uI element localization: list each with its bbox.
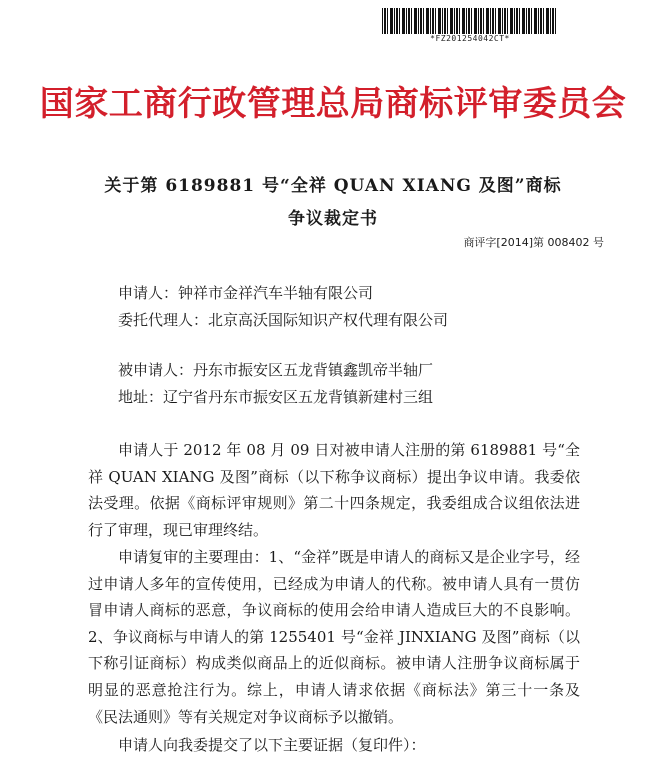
applicant-line: 申请人：钟祥市金祥汽车半轴有限公司 <box>118 284 374 302</box>
agent-line: 委托代理人：北京高沃国际知识产权代理有限公司 <box>118 311 449 329</box>
document-subtitle: 争议裁定书 <box>288 209 378 229</box>
document-title: 关于第 6189881 号“全祥 QUAN XIANG 及图”商标 <box>104 176 562 196</box>
paragraph-evidence: 申请人向我委提交了以下主要证据（复印件）： <box>118 736 426 754</box>
respondent-line: 被申请人：丹东市振安区五龙背镇鑫凯帝半轴厂 <box>118 361 434 379</box>
paragraph-intro: 申请人于 2012 年 08 月 09 日对被申请人注册的第 6189881 号“全祥 QUAN XIANG 及图”商标（以下称争议商标）提出争议申请。我委依法受理。依据《商标评审规则》第二十四条规定，我委组成合议组依法进行了审理，现已审理终结。 <box>88 441 580 539</box>
address-line: 地址：辽宁省丹东市振安区五龙背镇新建村三组 <box>118 388 434 406</box>
agency-header: 国家工商行政管理总局商标评审委员会 <box>39 84 627 124</box>
document-number: 商评字[2014]第 008402 号 <box>463 236 604 249</box>
paragraph-reasons: 申请复审的主要理由：1、“金祥”既是申请人的商标又是企业字号，经过申请人多年的宣传使用，已经成为申请人的代称。被申请人具有一贯仿冒申请人商标的恶意，争议商标的使用会给申请人造成巨大的不良影响。2、争议商标与申请人的第 1255401 号“金祥 JINXIANG 及图”商标（以下称引证商标）构成类似商品上的近似商标。被申请人注册争议商标属于明显的恶意抢注行为。综上，申请人请求依据《商标法》第三十一条及《民法通则》等有关规定对争议商标予以撤销。 <box>88 548 580 726</box>
barcode-number: *FZ201254042CT* <box>382 34 558 43</box>
